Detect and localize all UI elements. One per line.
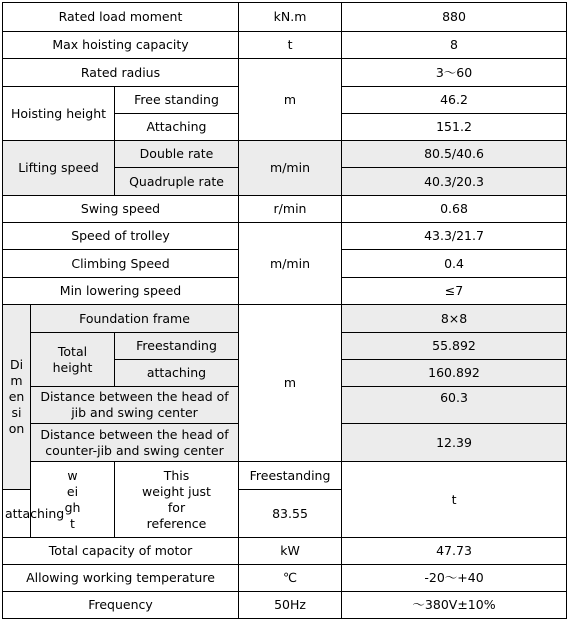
counterjib-distance-value: 12.39 <box>342 424 567 462</box>
speed-unit: m/min <box>239 223 342 305</box>
swing-speed-label: Swing speed <box>3 196 239 223</box>
motor-value: 47.73 <box>342 538 567 565</box>
counterjib-distance-label <box>31 424 239 462</box>
dimension-label-line: si <box>11 405 22 420</box>
min-lowering-label: Min lowering speed <box>3 278 239 305</box>
weight-attaching-label: attaching <box>3 490 31 538</box>
lifting-speed-label: Lifting speed <box>3 141 115 196</box>
dimension-label-line: on <box>8 421 25 436</box>
row-weight-free <box>3 462 567 490</box>
weight-note <box>115 462 239 538</box>
weight-freestanding-label: Freestanding <box>239 462 342 490</box>
row-max-capacity <box>3 32 567 59</box>
climbing-speed-label: Climbing Speed <box>3 250 239 278</box>
row-motor <box>3 538 567 565</box>
row-swing-speed <box>3 196 567 223</box>
weight-label-line: t <box>70 515 75 531</box>
temperature-unit: ℃ <box>239 565 342 592</box>
hoisting-height-label: Hoisting height <box>3 87 115 141</box>
total-height-label <box>31 333 115 387</box>
min-lowering-value: ≤7 <box>342 278 567 305</box>
dim-attaching-label: attaching <box>115 360 239 387</box>
max-capacity-value: 8 <box>342 32 567 59</box>
temperature-value: -20～+40 <box>342 565 567 592</box>
hoisting-attach-label: Attaching <box>115 114 239 141</box>
hoisting-unit: m <box>239 59 342 141</box>
spec-table <box>2 2 567 619</box>
load-moment-label: Rated load moment <box>3 3 239 32</box>
row-foundation <box>3 305 567 333</box>
weight-attaching-value: 83.55 <box>239 490 342 538</box>
total-height-line: Total <box>57 343 88 359</box>
counterjib-distance-line: Distance between the head of <box>40 426 229 442</box>
rated-radius-value: 3～60 <box>342 59 567 87</box>
motor-unit: kW <box>239 538 342 565</box>
load-moment-value: 880 <box>342 3 567 32</box>
max-capacity-unit: t <box>239 32 342 59</box>
jib-distance-line: jib and swing center <box>71 405 198 420</box>
row-frequency <box>3 592 567 619</box>
row-trolley-speed <box>3 223 567 250</box>
lifting-speed-unit: m/min <box>239 141 342 196</box>
load-moment-unit: kN.m <box>239 3 342 32</box>
trolley-speed-value: 43.3/21.7 <box>342 223 567 250</box>
lifting-double-label: Double rate <box>115 141 239 168</box>
temperature-label: Allowing working temperature <box>3 565 239 592</box>
lifting-quad-label: Quadruple rate <box>115 168 239 196</box>
foundation-value: 8×8 <box>342 305 567 333</box>
weight-note-line: for <box>167 499 186 515</box>
dimension-label-line: Di <box>9 357 24 372</box>
rated-radius-label: Rated radius <box>3 59 239 87</box>
hoisting-attach-value: 151.2 <box>342 114 567 141</box>
weight-label <box>31 462 115 538</box>
total-height-line: height <box>52 359 93 375</box>
dim-freestanding-label: Freestanding <box>115 333 239 360</box>
swing-speed-unit: r/min <box>239 196 342 223</box>
dim-attaching-value: 160.892 <box>342 360 567 387</box>
frequency-unit: 50Hz <box>239 592 342 619</box>
weight-label-line: w <box>67 467 78 483</box>
climbing-speed-value: 0.4 <box>342 250 567 278</box>
max-capacity-label: Max hoisting capacity <box>3 32 239 59</box>
row-rated-radius <box>3 59 567 87</box>
counterjib-distance-line: counter-jib and swing center <box>45 442 224 458</box>
weight-label-line: ei <box>66 483 79 499</box>
weight-note-line: This <box>163 467 190 483</box>
lifting-double-value: 80.5/40.6 <box>342 141 567 168</box>
row-temperature <box>3 565 567 592</box>
dim-freestanding-value: 55.892 <box>342 333 567 360</box>
jib-distance-line: Distance between the head of <box>40 389 229 404</box>
lifting-quad-value: 40.3/20.3 <box>342 168 567 196</box>
foundation-label: Foundation frame <box>31 305 239 333</box>
frequency-label: Frequency <box>3 592 239 619</box>
dimension-label <box>3 305 31 490</box>
motor-label: Total capacity of motor <box>3 538 239 565</box>
weight-note-line: weight just <box>142 483 211 499</box>
hoisting-free-label: Free standing <box>115 87 239 114</box>
weight-unit: t <box>342 462 567 538</box>
hoisting-free-value: 46.2 <box>342 87 567 114</box>
weight-note-line: reference <box>146 515 207 531</box>
frequency-value: ～380V±10% <box>342 592 567 619</box>
weight-label-line: gh <box>64 499 81 515</box>
jib-distance-label <box>31 387 239 424</box>
jib-distance-value: 60.3 <box>342 387 567 424</box>
swing-speed-value: 0.68 <box>342 196 567 223</box>
dimension-label-line: en <box>8 389 25 404</box>
trolley-speed-label: Speed of trolley <box>3 223 239 250</box>
row-lifting-double <box>3 141 567 168</box>
row-load-moment <box>3 3 567 32</box>
dimension-unit: m <box>239 305 342 462</box>
dimension-label-line: m <box>10 373 23 388</box>
